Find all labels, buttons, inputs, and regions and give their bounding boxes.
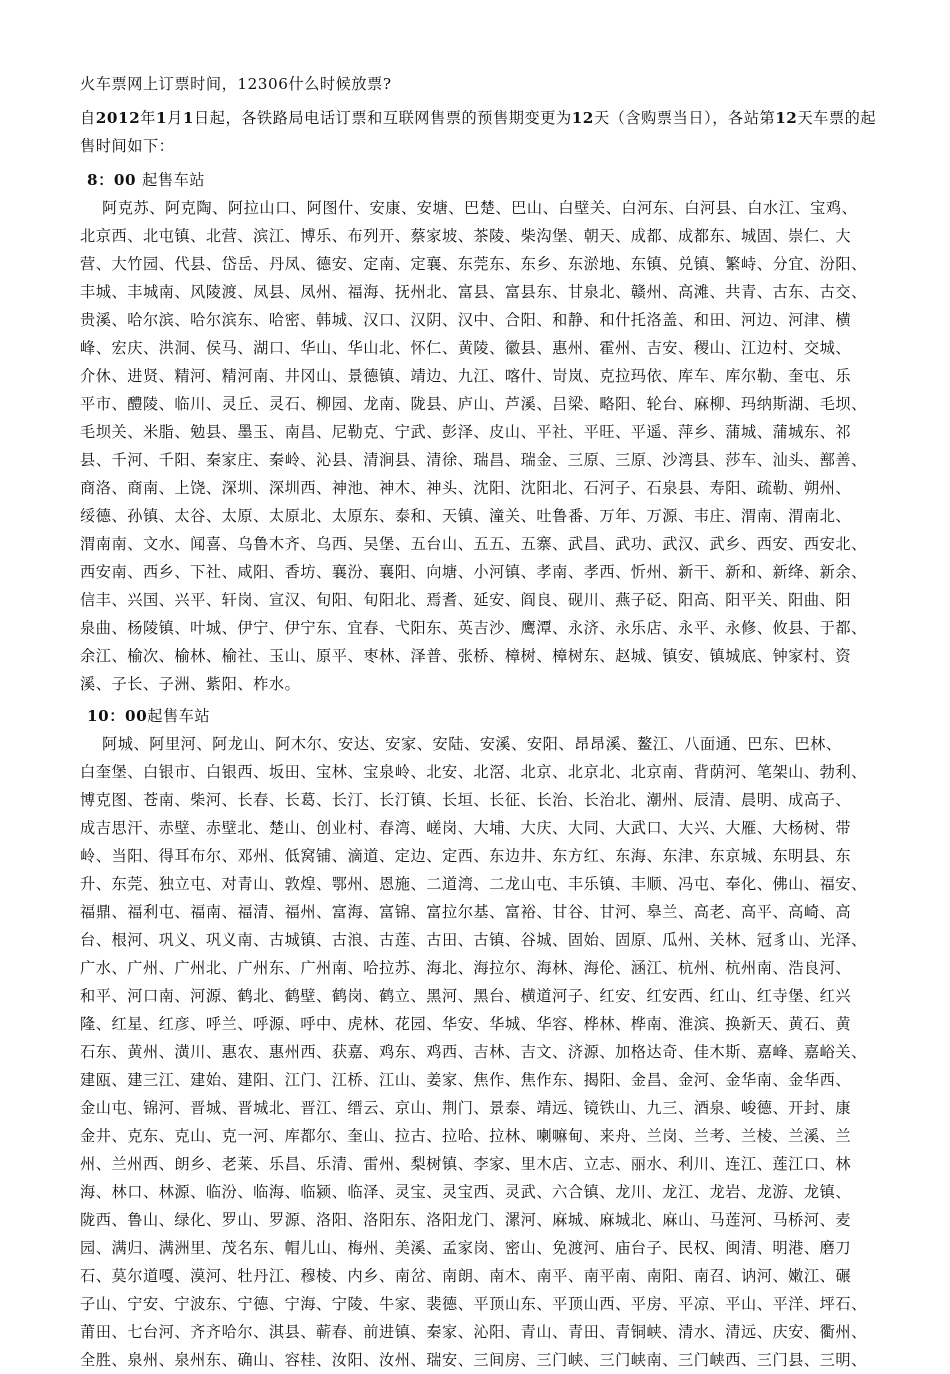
station-list-line: 全胜、泉州、泉州东、确山、容桂、汝阳、汝州、瑞安、三间房、三门峡、三门峡南、三门峡西、三门县、三明、: [80, 1351, 867, 1369]
station-list-line: 丰城、丰城南、风陵渡、凤县、凤州、福海、抚州北、富县、富县东、甘泉北、赣州、高滩、共青、古东、古交、: [80, 283, 867, 301]
station-list-line: 子山、宁安、宁波东、宁德、宁海、宁陵、牛家、裴德、平顶山东、平顶山西、平房、平凉、平山、平洋、坪石、: [80, 1295, 867, 1313]
station-list-line: 县、千河、千阳、秦家庄、秦岭、沁县、清涧县、清徐、瑞昌、瑞金、三原、三原、沙湾县、莎车、汕头、鄯善、: [80, 451, 867, 469]
station-list-line: 商洛、商南、上饶、深圳、深圳西、神池、神木、神头、沈阳、沈阳北、石河子、石泉县、寿阳、疏勒、朔州、: [80, 479, 852, 497]
section-heading: [87, 166, 884, 194]
station-list-line: 莆田、七台河、齐齐哈尔、淇县、蕲春、前进镇、秦家、沁阳、青山、青田、青铜峡、清水、清远、庆安、衢州、: [80, 1323, 867, 1341]
sections-container: [80, 166, 884, 1374]
station-list-line: 石东、黄州、潢川、惠农、惠州西、获嘉、鸡东、鸡西、吉林、吉文、济源、加格达奇、佳木斯、嘉峰、嘉峪关、: [80, 1043, 867, 1061]
station-list-line: 台、根河、巩义、巩义南、古城镇、古浪、古莲、古田、古镇、谷城、固始、固原、瓜州、关林、冠豸山、光泽、: [80, 931, 867, 949]
station-list-line: 金山屯、锦河、晋城、晋城北、晋江、缙云、京山、荆门、景泰、靖远、镜铁山、九三、酒泉、峻德、开封、康: [80, 1099, 852, 1117]
station-list-line: 贵溪、哈尔滨、哈尔滨东、哈密、韩城、汉口、汉阴、汉中、合阳、和静、和什托洛盖、和田、河边、河津、横: [80, 311, 852, 329]
station-list-line: 介休、进贤、精河、精河南、井冈山、景德镇、靖边、九江、喀什、岢岚、克拉玛依、库车、库尔勒、奎屯、乐: [80, 367, 852, 385]
station-list-line: 溪、子长、子洲、紫阳、柞水。: [80, 675, 301, 693]
section-heading: [87, 702, 884, 730]
station-list-line: 石、莫尔道嘎、漠河、牡丹江、穆棱、内乡、南岔、南朗、南木、南平、南平南、南阳、南召、讷河、嫩江、碾: [80, 1267, 852, 1285]
station-list-line: 渭南南、文水、闻喜、乌鲁木齐、乌西、吴堡、五台山、五五、五寨、武昌、武功、武汉、武乡、西安、西安北、: [80, 535, 867, 553]
intro-text: 自: [80, 109, 96, 127]
station-list-line: 园、满归、满洲里、茂名东、帽儿山、梅州、美溪、孟家岗、密山、免渡河、庙台子、民权、闽清、明港、磨刀: [80, 1239, 852, 1257]
station-list-line: 营、大竹园、代县、岱岳、丹凤、德安、定南、定襄、东莞东、东乡、东淤地、东镇、兑镇、繁峙、分宜、汾阳、: [80, 255, 867, 273]
section-time: 10：00: [87, 707, 148, 725]
station-list-line: 白奎堡、白银市、白银西、坂田、宝林、宝泉岭、北安、北滘、北京、北京北、北京南、背荫河、笔架山、勃利、: [80, 763, 867, 781]
station-list-line: 博克图、苍南、柴河、长春、长葛、长汀、长汀镇、长垣、长征、长治、长治北、潮州、辰清、晨明、成高子、: [80, 791, 852, 809]
station-list-line: 平市、醴陵、临川、灵丘、灵石、柳园、龙南、陇县、庐山、芦溪、吕梁、略阳、轮台、麻柳、玛纳斯湖、毛坝、: [80, 395, 867, 413]
station-list-line: 州、兰州西、朗乡、老莱、乐昌、乐清、雷州、梨树镇、李家、里木店、立志、丽水、利川、连江、莲江口、林: [80, 1155, 852, 1173]
station-list-line: 阿城、阿里河、阿龙山、阿木尔、安达、安家、安陆、安溪、安阳、昂昂溪、鳌江、八面通、巴东、巴林、: [102, 735, 842, 753]
station-list-line: 和平、河口南、河源、鹤北、鹤壁、鹤岗、鹤立、黑河、黑台、横道河子、红安、红安西、红山、红寺堡、红兴: [80, 987, 852, 1005]
station-list-line: 广水、广州、广州北、广州东、广州南、哈拉苏、海北、海拉尔、海林、海伦、涵江、杭州、杭州南、浩良河、: [80, 959, 852, 977]
document-title: 火车票网上订票时间，12306什么时候放票?: [80, 75, 392, 93]
intro-day: 1: [182, 109, 194, 127]
station-list-line: 陇西、鲁山、绿化、罗山、罗源、洛阳、洛阳东、洛阳龙门、漯河、麻城、麻城北、麻山、马莲河、马桥河、麦: [80, 1211, 852, 1229]
intro-days: 12: [571, 109, 594, 127]
section-label: 起售车站: [147, 707, 211, 725]
intro-text: 年: [140, 109, 156, 127]
station-list-line: 福鼎、福利屯、福南、福清、福州、富海、富锦、富拉尔基、富裕、甘谷、甘河、皋兰、高老、高平、高崎、高: [80, 903, 852, 921]
station-list-line: 隆、红星、红彦、呼兰、呼源、呼中、虎林、花园、华安、华城、华容、桦林、桦南、淮滨、换新天、黄石、黄: [80, 1015, 852, 1033]
station-list-line: 建瓯、建三江、建始、建阳、江门、江桥、江山、姜家、焦作、焦作东、揭阳、金昌、金河、金华南、金华西、: [80, 1071, 852, 1089]
station-list-line: 峰、宏庆、洪洞、侯马、湖口、华山、华山北、怀仁、黄陵、徽县、惠州、霍州、吉安、稷山、江边村、交城、: [80, 339, 852, 357]
intro-text: 天车票的起: [797, 109, 877, 127]
station-list-line: 西安南、西乡、下社、咸阳、香坊、襄汾、襄阳、向塘、小河镇、孝南、孝西、忻州、新干、新和、新绛、新余、: [80, 563, 867, 581]
intro-line-1: [80, 104, 884, 132]
station-list-line: 阿克苏、阿克陶、阿拉山口、阿图什、安康、安塘、巴楚、巴山、白壁关、白河东、白河县、白水江、宝鸡、: [102, 199, 858, 217]
station-list-line: 北京西、北屯镇、北营、滨江、博乐、布列开、蔡家坡、茶陵、柴沟堡、朝天、成都、成都东、城固、崇仁、大: [80, 227, 852, 245]
intro-text: 天（含购票当日），各站第: [593, 109, 776, 127]
intro-year: 2012: [95, 109, 141, 127]
intro-text: 日起，各铁路局电话订票和互联网售票的预售期变更为: [193, 109, 572, 127]
station-list-line: 信丰、兴国、兴平、轩岗、宣汉、旬阳、旬阳北、焉耆、延安、阎良、砚川、燕子砭、阳高、阳平关、阳曲、阳: [80, 591, 852, 609]
station-list-line: 海、林口、林源、临汾、临海、临颍、临泽、灵宝、灵宝西、灵武、六合镇、龙川、龙江、龙岩、龙游、龙镇、: [80, 1183, 852, 1201]
station-list-line: 余江、榆次、榆林、榆社、玉山、原平、枣林、泽普、张桥、樟树、樟树东、赵城、镇安、镇城底、钟家村、资: [80, 647, 852, 665]
station-list-line: 岭、当阳、得耳布尔、邓州、低窝铺、滴道、定边、定西、东边井、东方红、东海、东津、东京城、东明县、东: [80, 847, 852, 865]
intro-days-2: 12: [775, 109, 798, 127]
section-time: 8：00: [87, 171, 137, 189]
document-page: [80, 70, 884, 1374]
station-list-line: 泉曲、杨陵镇、叶城、伊宁、伊宁东、宜春、弋阳东、英吉沙、鹰潭、永济、永乐店、永平、永修、攸县、于都、: [80, 619, 867, 637]
station-list-line: 金井、克东、克山、克一河、库都尔、奎山、拉古、拉哈、拉林、喇嘛甸、来舟、兰岗、兰考、兰棱、兰溪、兰: [80, 1127, 852, 1145]
station-list-line: 升、东莞、独立屯、对青山、敦煌、鄂州、恩施、二道湾、二龙山屯、丰乐镇、丰顺、冯屯、奉化、佛山、福安、: [80, 875, 867, 893]
intro-text: 月: [167, 109, 183, 127]
section-label: 起售车站: [142, 171, 206, 189]
station-list-line: 毛坝关、米脂、勉县、墨玉、南昌、尼勒克、宁武、彭泽、皮山、平社、平旺、平遥、萍乡、蒲城、蒲城东、祁: [80, 423, 852, 441]
station-list-line: 成吉思汗、赤壁、赤壁北、楚山、创业村、春湾、嵯岗、大埔、大庆、大同、大武口、大兴、大雁、大杨树、带: [80, 819, 852, 837]
intro-month: 1: [155, 109, 168, 127]
station-list-line: 绥德、孙镇、太谷、太原、太原北、太原东、泰和、天镇、潼关、吐鲁番、万年、万源、韦庄、渭南、渭南北、: [80, 507, 852, 525]
intro-line-2: 售时间如下：: [80, 137, 175, 155]
